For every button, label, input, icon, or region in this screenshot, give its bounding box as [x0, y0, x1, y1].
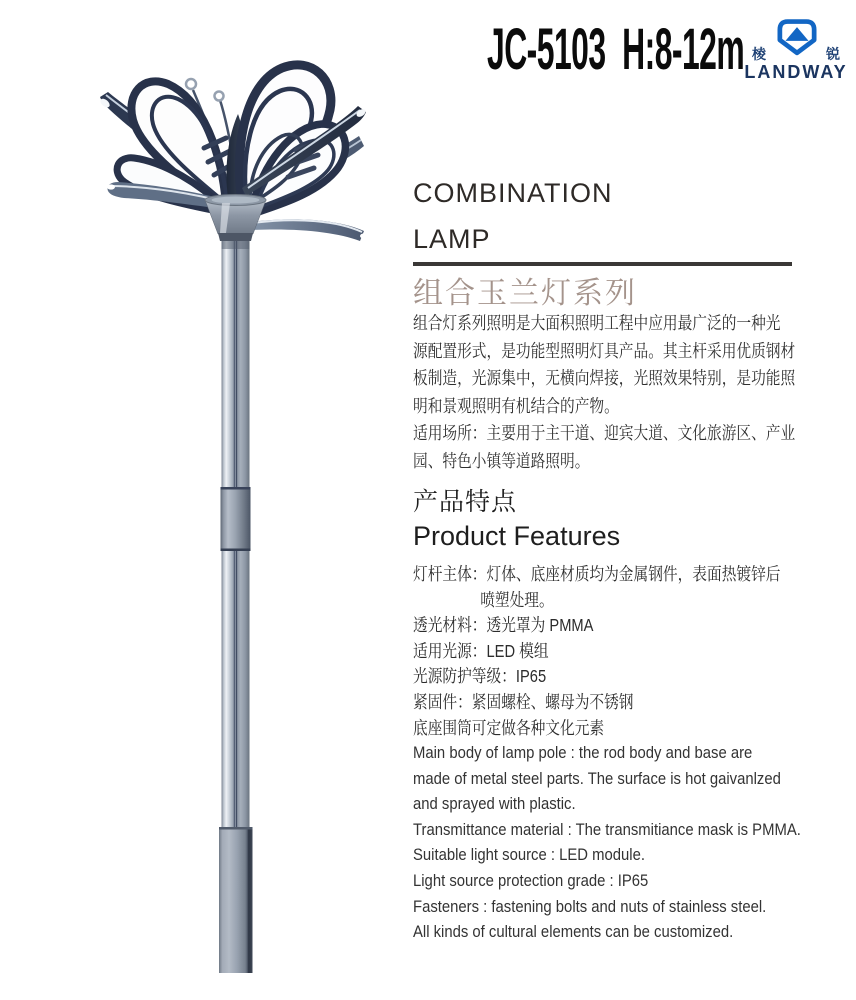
section-title-line1: COMBINATION — [413, 178, 613, 208]
intro-paragraph — [413, 310, 856, 475]
lamp-collar — [205, 195, 266, 242]
intro-line: 园、特色小镇等道路照明。 — [413, 450, 590, 471]
content-column — [413, 0, 856, 1000]
en-spec-line: Light source protection grade : IP65 — [413, 871, 649, 890]
en-spec-line: Main body of lamp pole : the rod body and base are — [413, 744, 753, 762]
intro-line: 源配置形式，是功能型照明灯具产品。其主杆采用优质钢材 — [413, 340, 796, 361]
logo-cn-right-char: 锐 — [826, 46, 840, 62]
cn-spec-line: 适用光源：LED 模组 — [413, 640, 549, 661]
intro-line: 板制造，光源集中，无横向焊接，光照效果特别，是功能照 — [413, 368, 796, 388]
cn-spec-line: 底座围筒可定做各种文化元素 — [413, 717, 605, 738]
model-number: JC-5103 H:8-12m — [487, 17, 745, 82]
lamp-pole — [219, 241, 253, 973]
en-spec-line: Transmittance material : The transmitiance mask is PMMA. — [413, 820, 801, 839]
cn-spec-line: 紧固件：紧固螺栓、螺母为不锈钢 — [413, 691, 634, 712]
logo-wordmark: LANDWAY — [744, 62, 848, 82]
cn-spec-line: 光源防护等级：IP65 — [413, 666, 547, 687]
cn-spec-line: 灯杆主体：灯体、底座材质均为金属钢件，表面热镀锌后 — [413, 564, 781, 584]
features-heading-cn: 产品特点 — [413, 488, 518, 516]
title-underline — [413, 262, 792, 266]
intro-line: 明和景观照明有机结合的产物。 — [413, 395, 619, 416]
en-spec-line: made of metal steel parts. The surface is hot gaivanlzed — [413, 769, 781, 788]
intro-line: 适用场所：主要用于主干道、迎宾大道、文化旅游区、产业 — [413, 423, 796, 443]
cn-spec-list — [413, 562, 851, 741]
cn-spec-line: 喷塑处理。 — [480, 589, 554, 610]
en-spec-line: All kinds of cultural elements can be customized. — [413, 923, 734, 942]
section-title-line2: LAMP — [413, 224, 491, 254]
en-spec-line: Suitable light source : LED module. — [413, 846, 645, 865]
intro-line: 组合灯系列照明是大面积照明工程中应用最广泛的一种光 — [413, 313, 781, 333]
en-spec-list — [413, 741, 844, 946]
en-spec-line: and sprayed with plastic. — [413, 795, 576, 814]
cn-spec-line: 透光材料：透光罩为 PMMA — [413, 615, 594, 636]
en-spec-line: Fasteners : fastening bolts and nuts of stainless steel. — [413, 897, 767, 916]
series-subtitle-cn: 组合玉兰灯系列 — [413, 277, 637, 310]
features-heading-en: Product Features — [413, 521, 621, 551]
logo-cn-left-char: 棱 — [752, 46, 766, 62]
